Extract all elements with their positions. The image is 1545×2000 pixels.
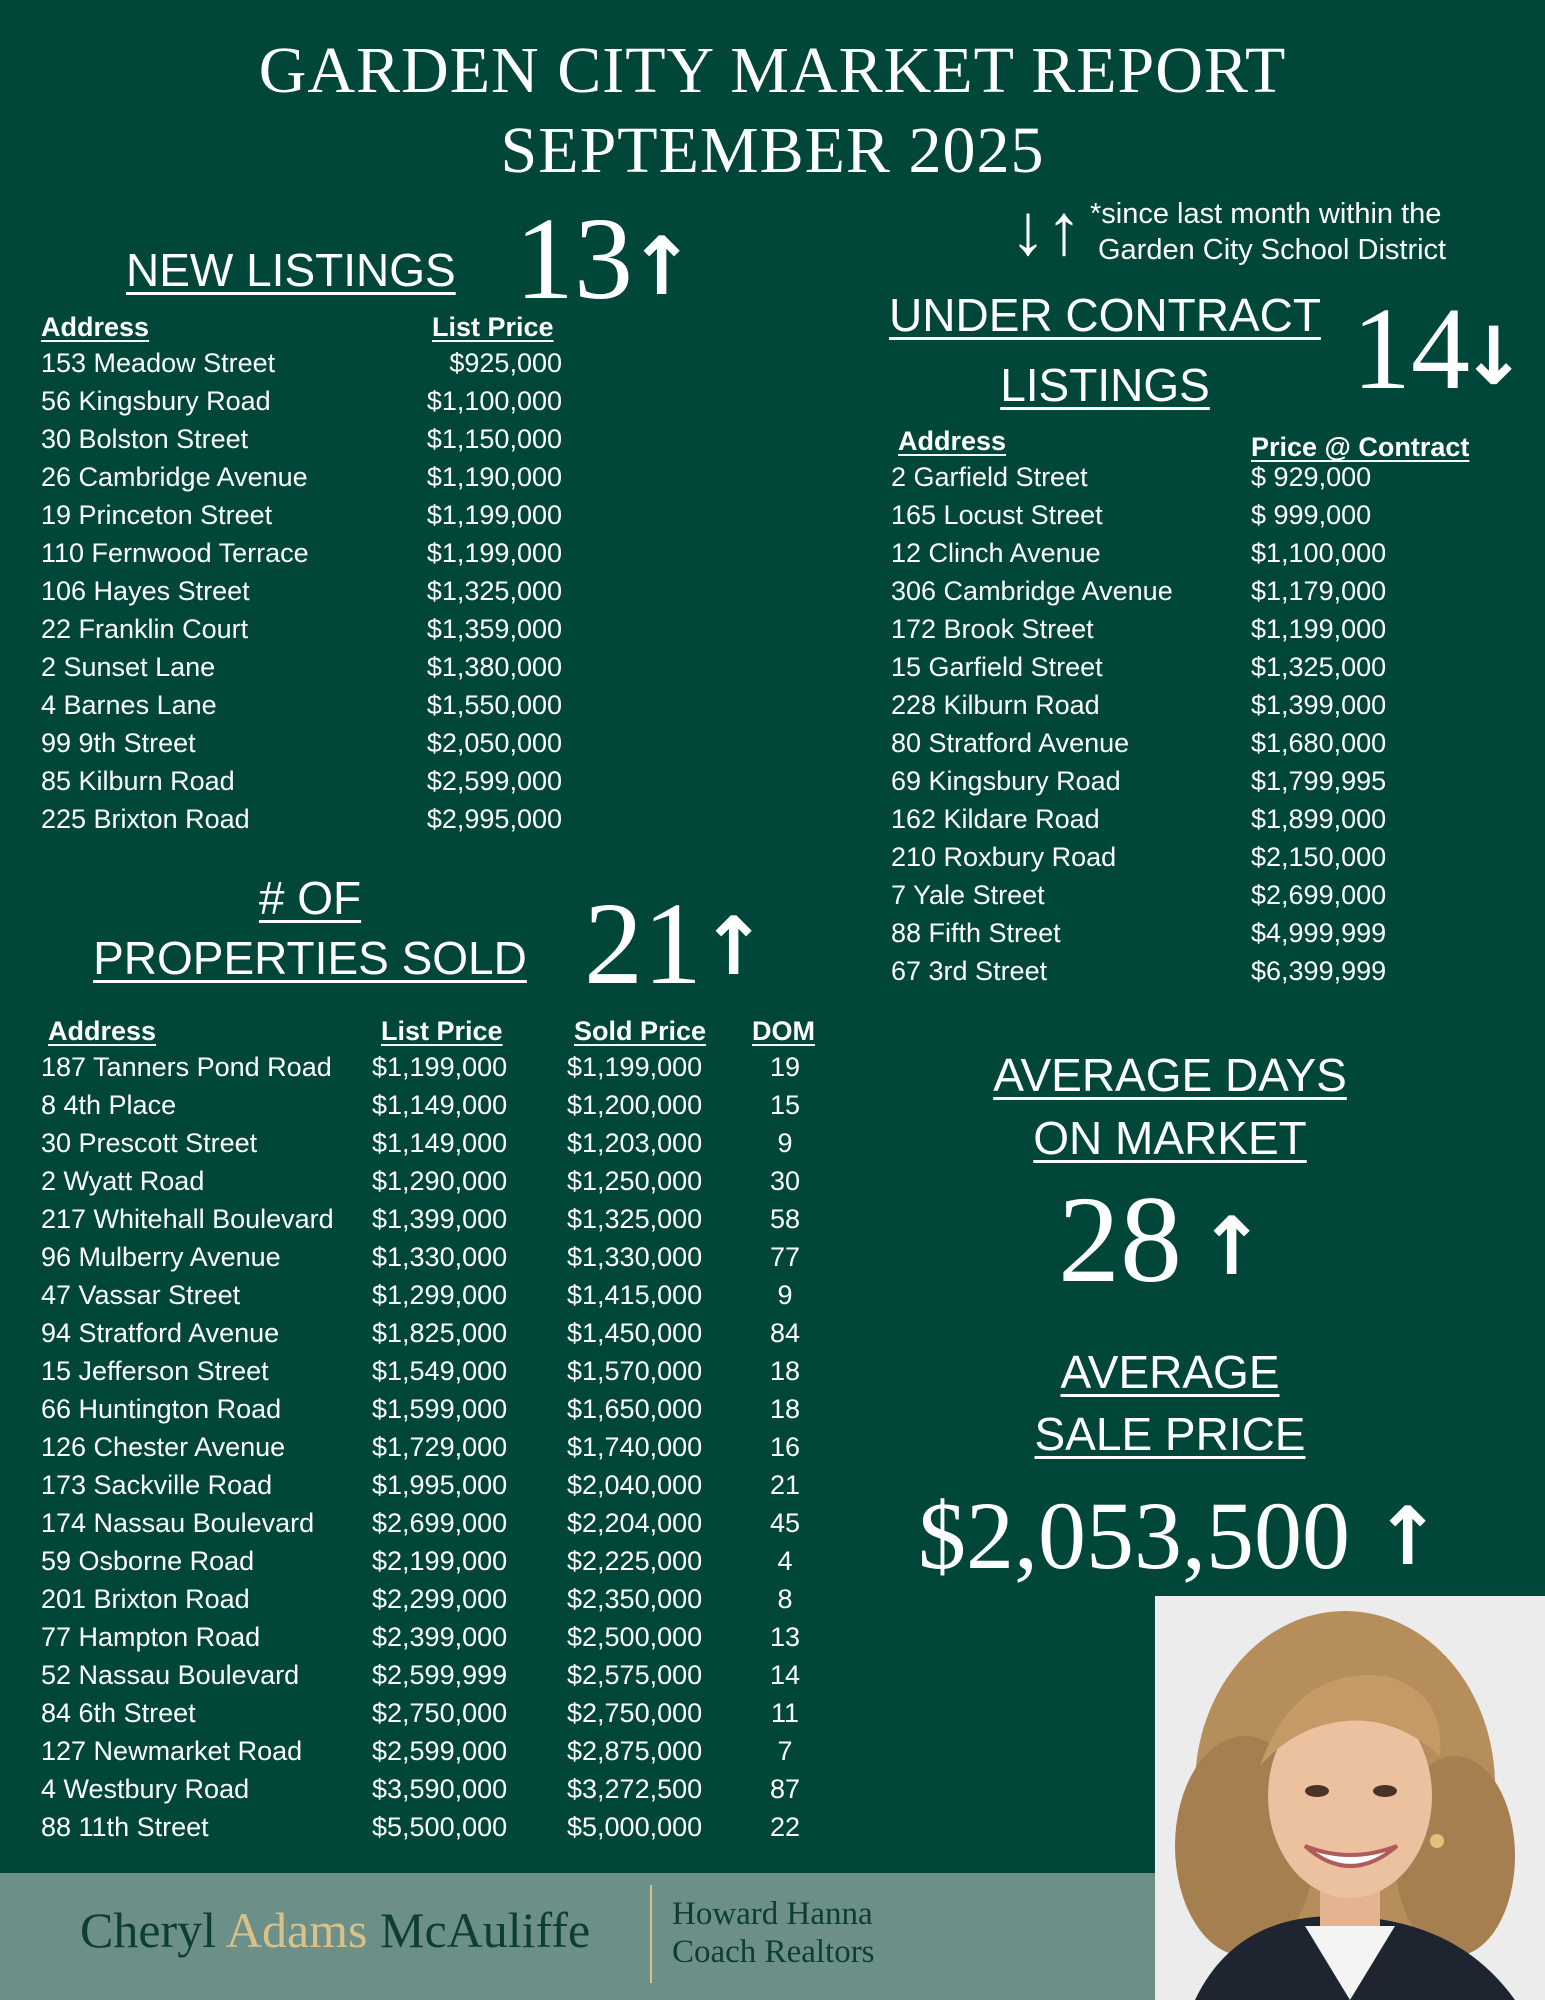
sold-list-price: $2,199,000	[372, 1546, 508, 1576]
table-row	[0, 1622, 860, 1660]
sold-price: $1,200,000	[567, 1090, 703, 1120]
sold-address: 30 Prescott Street	[41, 1128, 258, 1158]
sold-dom: 87	[769, 1774, 801, 1804]
contract-address: 2 Garfield Street	[891, 462, 1088, 492]
sold-dom: 45	[769, 1508, 801, 1538]
sold-list-price: $1,149,000	[372, 1090, 508, 1120]
trend-arrows-icon: ↓↑	[1010, 190, 1082, 270]
listing-price: $1,150,000	[426, 424, 562, 454]
listing-price: $1,199,000	[426, 500, 562, 530]
agent-first-name: Cheryl	[80, 1902, 217, 1958]
sold-price: $1,570,000	[567, 1356, 703, 1386]
sold-list-price: $1,199,000	[372, 1052, 508, 1082]
contract-price: $2,150,000	[1251, 842, 1387, 872]
sold-dom: 30	[769, 1166, 801, 1196]
contract-price: $1,325,000	[1251, 652, 1387, 682]
sold-price: $3,272,500	[567, 1774, 703, 1804]
sold-address: 59 Osborne Road	[41, 1546, 255, 1576]
listing-price: $1,325,000	[426, 576, 562, 606]
contract-price: $ 999,000	[1251, 500, 1372, 530]
sold-list-price: $1,599,000	[372, 1394, 508, 1424]
sold-up-arrow-icon: ↑	[700, 900, 768, 993]
listing-address: 106 Hayes Street	[41, 576, 250, 606]
listing-address: 2 Sunset Lane	[41, 652, 216, 682]
listing-address: 30 Bolston Street	[41, 424, 249, 454]
sold-price: $2,040,000	[567, 1470, 703, 1500]
sold-list-price: $1,149,000	[372, 1128, 508, 1158]
table-row	[0, 1280, 860, 1318]
contract-price: $1,100,000	[1251, 538, 1387, 568]
contract-price: $1,799,995	[1251, 766, 1387, 796]
sold-dom: 22	[769, 1812, 801, 1842]
sold-dom: 84	[769, 1318, 801, 1348]
sold-list-price: $1,290,000	[372, 1166, 508, 1196]
table-row	[0, 1660, 860, 1698]
contract-price: $1,199,000	[1251, 614, 1387, 644]
sold-list-price: $2,599,999	[372, 1660, 508, 1690]
sold-dom: 16	[769, 1432, 801, 1462]
listing-price: $2,050,000	[426, 728, 562, 758]
sold-price: $1,203,000	[567, 1128, 703, 1158]
avg-price-heading-line1: AVERAGE	[1060, 1346, 1280, 1398]
table-row	[0, 576, 1545, 614]
sold-dom: 14	[769, 1660, 801, 1690]
sold-address: 52 Nassau Boulevard	[41, 1660, 300, 1690]
sold-list-price: $1,399,000	[372, 1204, 508, 1234]
sold-price: $2,875,000	[567, 1736, 703, 1766]
table-row	[0, 1774, 860, 1812]
sold-price: $1,330,000	[567, 1242, 703, 1272]
sold-dom: 58	[769, 1204, 801, 1234]
sold-price: $1,199,000	[567, 1052, 703, 1082]
sold-dom: 15	[769, 1090, 801, 1120]
sold-list-price: $2,299,000	[372, 1584, 508, 1614]
table-row	[0, 690, 1545, 728]
sold-address: 88 11th Street	[41, 1812, 209, 1842]
listing-price: $2,599,000	[426, 766, 562, 796]
sold-dom: 19	[769, 1052, 801, 1082]
contract-price: $1,899,000	[1251, 804, 1387, 834]
contract-address: 12 Clinch Avenue	[891, 538, 1101, 568]
sold-dom: 13	[769, 1622, 801, 1652]
brokerage-line2: Coach Realtors	[672, 1934, 875, 1970]
new-listings-address-header: Address	[41, 312, 150, 342]
sold-list-price: $3,590,000	[372, 1774, 508, 1804]
sold-address: 217 Whitehall Boulevard	[41, 1204, 334, 1234]
table-row	[0, 1052, 860, 1090]
footer-divider	[650, 1885, 652, 1983]
contract-price: $ 929,000	[1251, 462, 1372, 492]
sold-price: $2,575,000	[567, 1660, 703, 1690]
contract-price: $6,399,999	[1251, 956, 1387, 986]
sold-dom: 11	[770, 1698, 800, 1728]
sold-list-price: $1,825,000	[372, 1318, 508, 1348]
table-row	[0, 500, 1545, 538]
listing-address: 26 Cambridge Avenue	[41, 462, 308, 492]
sold-address: 174 Nassau Boulevard	[41, 1508, 315, 1538]
sold-list-price: $2,750,000	[372, 1698, 508, 1728]
listing-address: 225 Brixton Road	[41, 804, 250, 834]
table-row	[0, 1166, 860, 1204]
avg-price-heading-line2: SALE PRICE	[1034, 1408, 1306, 1460]
table-row	[0, 1432, 860, 1470]
sold-list-price: $1,299,000	[372, 1280, 508, 1310]
sold-address: 2 Wyatt Road	[41, 1166, 205, 1196]
contract-address: 306 Cambridge Avenue	[891, 576, 1173, 606]
sold-sold-price-header: Sold Price	[574, 1016, 707, 1046]
listing-address: 4 Barnes Lane	[41, 690, 217, 720]
legend-note-line1: *since last month within the	[1090, 198, 1442, 230]
listing-price: $1,380,000	[426, 652, 562, 682]
sold-price: $2,225,000	[567, 1546, 703, 1576]
agent-name	[80, 1901, 590, 1959]
sold-price: $2,750,000	[567, 1698, 703, 1728]
listing-price: $2,995,000	[426, 804, 562, 834]
contract-price: $2,699,000	[1251, 880, 1387, 910]
footer-band	[0, 1873, 1155, 2000]
sold-address: 47 Vassar Street	[41, 1280, 241, 1310]
sold-count: 21	[584, 878, 702, 1009]
sold-list-price: $2,699,000	[372, 1508, 508, 1538]
sold-dom: 18	[769, 1356, 801, 1386]
sold-address-header: Address	[48, 1016, 157, 1046]
table-row	[0, 1204, 860, 1242]
contract-address: 80 Stratford Avenue	[891, 728, 1130, 758]
sold-price: $1,740,000	[567, 1432, 703, 1462]
avg-dom-value: 28	[1058, 1171, 1182, 1308]
avg-price-up-arrow-icon: ↑	[1374, 1490, 1442, 1583]
contract-price: $1,680,000	[1251, 728, 1387, 758]
brokerage-line1: Howard Hanna	[672, 1896, 873, 1932]
listing-price: $1,199,000	[426, 538, 562, 568]
table-row	[0, 1394, 860, 1432]
sold-address: 4 Westbury Road	[41, 1774, 250, 1804]
table-row	[0, 1356, 860, 1394]
sold-price: $1,250,000	[567, 1166, 703, 1196]
sold-address: 84 6th Street	[41, 1698, 196, 1728]
table-row	[0, 728, 1545, 766]
contract-address: 67 3rd Street	[891, 956, 1048, 986]
contract-address: 162 Kildare Road	[891, 804, 1100, 834]
table-row	[0, 1242, 860, 1280]
sold-address: 15 Jefferson Street	[41, 1356, 269, 1386]
sold-address: 187 Tanners Pond Road	[41, 1052, 332, 1082]
sold-address: 96 Mulberry Avenue	[41, 1242, 281, 1272]
avg-price-value: $2,053,500	[918, 1482, 1350, 1589]
table-row	[0, 652, 1545, 690]
contract-address: 7 Yale Street	[891, 880, 1045, 910]
listing-address: 22 Franklin Court	[41, 614, 249, 644]
contract-address: 88 Fifth Street	[891, 918, 1061, 948]
sold-price: $1,650,000	[567, 1394, 703, 1424]
sold-price: $2,350,000	[567, 1584, 703, 1614]
new-listings-heading: NEW LISTINGS	[126, 244, 456, 296]
sold-dom: 9	[777, 1280, 793, 1310]
listing-address: 56 Kingsbury Road	[41, 386, 271, 416]
under-contract-down-arrow-icon: ↓	[1460, 310, 1528, 403]
table-row	[0, 386, 600, 424]
listing-price: $1,190,000	[426, 462, 562, 492]
sold-dom-header: DOM	[752, 1016, 815, 1046]
sold-dom: 21	[769, 1470, 801, 1500]
under-contract-count: 14	[1352, 283, 1470, 414]
brokerage-name	[672, 1895, 875, 1971]
report-title-line1: GARDEN CITY MARKET REPORT	[258, 34, 1287, 107]
sold-list-price: $1,549,000	[372, 1356, 508, 1386]
table-row	[0, 1736, 860, 1774]
sold-dom: 77	[769, 1242, 801, 1272]
sold-list-price: $1,995,000	[372, 1470, 508, 1500]
contract-address: 210 Roxbury Road	[891, 842, 1117, 872]
sold-price: $1,415,000	[567, 1280, 703, 1310]
sold-price: $2,204,000	[567, 1508, 703, 1538]
sold-price: $2,500,000	[567, 1622, 703, 1652]
contract-address: 15 Garfield Street	[891, 652, 1103, 682]
sold-dom: 7	[777, 1736, 793, 1766]
sold-address: 126 Chester Avenue	[41, 1432, 286, 1462]
table-row	[0, 1546, 860, 1584]
agent-last-name: McAuliffe	[380, 1902, 591, 1958]
sold-list-price: $1,729,000	[372, 1432, 508, 1462]
table-row	[0, 1470, 860, 1508]
listing-address: 85 Kilburn Road	[41, 766, 235, 796]
sold-address: 127 Newmarket Road	[41, 1736, 303, 1766]
new-listings-count: 13	[515, 193, 633, 324]
table-row	[0, 1090, 860, 1128]
sold-list-price: $2,399,000	[372, 1622, 508, 1652]
sold-address: 66 Huntington Road	[41, 1394, 282, 1424]
avg-dom-up-arrow-icon: ↑	[1198, 1200, 1266, 1293]
sold-dom: 9	[777, 1128, 793, 1158]
contract-price: $4,999,999	[1251, 918, 1387, 948]
sold-list-price: $1,330,000	[372, 1242, 508, 1272]
sold-price: $5,000,000	[567, 1812, 703, 1842]
sold-address: 77 Hampton Road	[41, 1622, 261, 1652]
table-row	[0, 1508, 860, 1546]
table-row	[0, 1584, 860, 1622]
table-row	[0, 462, 1545, 500]
sold-dom: 18	[769, 1394, 801, 1424]
listing-price: $1,359,000	[426, 614, 562, 644]
sold-address: 8 4th Place	[41, 1090, 177, 1120]
table-row	[0, 424, 600, 462]
contract-address: 172 Brook Street	[891, 614, 1094, 644]
contract-price: $1,179,000	[1251, 576, 1387, 606]
new-listings-up-arrow-icon: ↑	[628, 220, 696, 313]
sold-list-price-header: List Price	[381, 1016, 503, 1046]
avg-dom-heading-line2: ON MARKET	[1033, 1112, 1307, 1164]
listing-price: $1,550,000	[426, 690, 562, 720]
listing-address: 153 Meadow Street	[41, 348, 276, 378]
sold-dom: 8	[777, 1584, 793, 1614]
sold-list-price: $2,599,000	[372, 1736, 508, 1766]
contract-address: 165 Locust Street	[891, 500, 1103, 530]
sold-price: $1,325,000	[567, 1204, 703, 1234]
listing-address: 110 Fernwood Terrace	[41, 538, 309, 568]
table-row	[0, 614, 1545, 652]
avg-dom-heading-line1: AVERAGE DAYS	[993, 1049, 1347, 1101]
sold-address: 201 Brixton Road	[41, 1584, 250, 1614]
sold-list-price: $5,500,000	[372, 1812, 508, 1842]
under-contract-heading-line1: UNDER CONTRACT	[889, 289, 1321, 341]
contract-address: 69 Kingsbury Road	[891, 766, 1121, 796]
table-row	[0, 1318, 860, 1356]
sold-price: $1,450,000	[567, 1318, 703, 1348]
under-contract-heading-line2: LISTINGS	[1000, 359, 1210, 411]
sold-heading-line1: # OF	[258, 872, 362, 924]
table-row	[0, 348, 600, 386]
under-contract-address-header: Address	[898, 426, 1007, 456]
listing-price: $1,100,000	[426, 386, 562, 416]
sold-heading-line2: PROPERTIES SOLD	[93, 932, 527, 984]
sold-table	[0, 1052, 860, 1850]
agent-middle-name: Adams	[225, 1902, 368, 1958]
table-row	[0, 538, 1545, 576]
agent-photo	[1155, 1596, 1545, 2000]
report-title-line2: SEPTEMBER 2025	[500, 114, 1045, 187]
table-row	[0, 1698, 860, 1736]
under-contract-price-header: Price @ Contract	[1251, 432, 1470, 462]
legend-note-line2: Garden City School District	[1098, 234, 1447, 266]
table-row	[0, 1812, 860, 1850]
table-row	[0, 1128, 860, 1166]
sold-address: 173 Sackville Road	[41, 1470, 273, 1500]
listing-address: 19 Princeton Street	[41, 500, 273, 530]
listing-address: 99 9th Street	[41, 728, 196, 758]
sold-dom: 4	[777, 1546, 793, 1576]
table-row	[0, 804, 1545, 842]
sold-address: 94 Stratford Avenue	[41, 1318, 280, 1348]
contract-address: 228 Kilburn Road	[891, 690, 1100, 720]
contract-price: $1,399,000	[1251, 690, 1387, 720]
new-listings-price-header: List Price	[432, 312, 554, 342]
listing-price: $925,000	[449, 348, 562, 378]
table-row	[0, 766, 1545, 804]
